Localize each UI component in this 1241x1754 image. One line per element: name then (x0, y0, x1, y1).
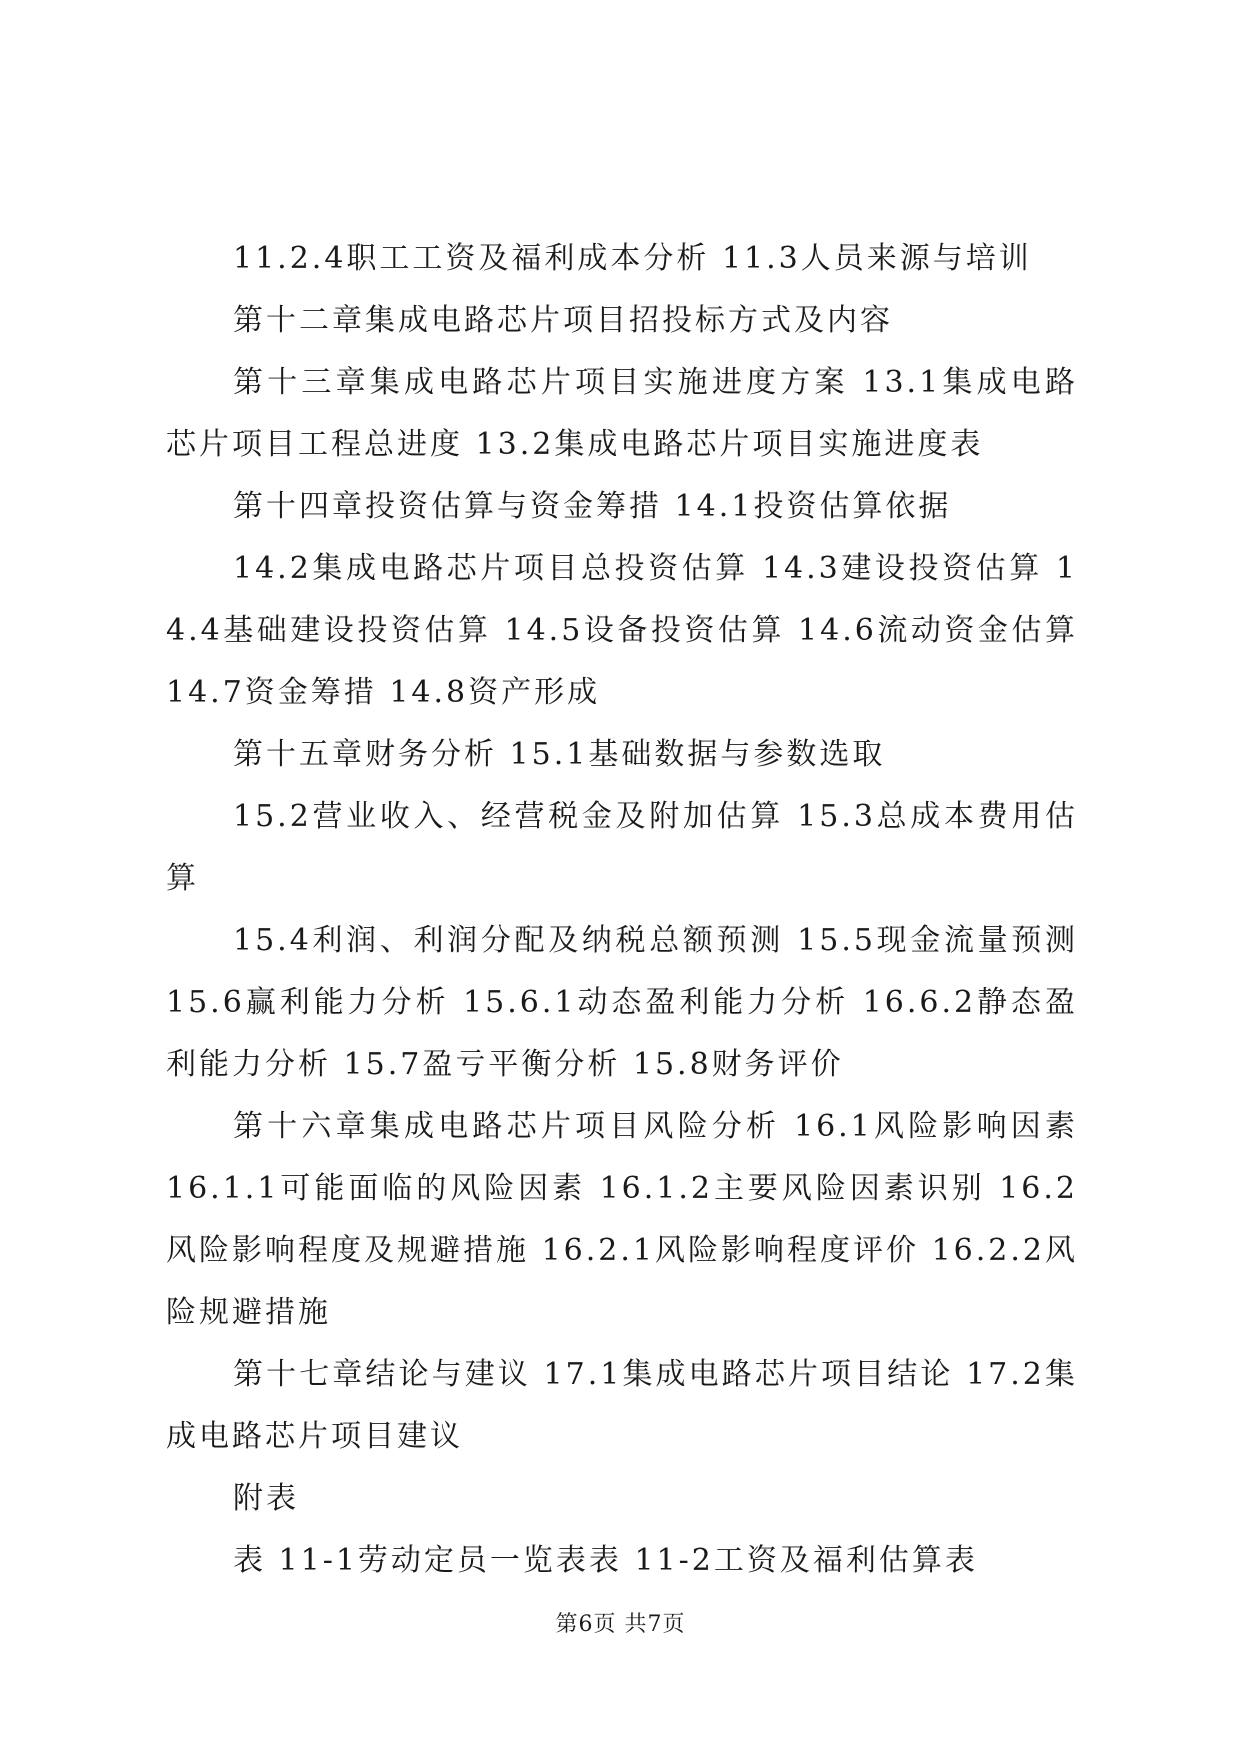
paragraph-revenue-estimates: 15.2营业收入、经营税金及附加估算 15.3总成本费用估算 (166, 799, 1078, 896)
paragraph-profit-analysis: 15.4利润、利润分配及纳税总额预测 15.5现金流量预测 15.6赢利能力分析 15.6.1动态盈利能力分析 16.6.2静态盈利能力分析 15.7盈亏平衡分析 15.8财务评价 (166, 923, 1078, 1082)
paragraph-investment-estimates: 14.2集成电路芯片项目总投资估算 14.3建设投资估算 14.4基础建设投资估算 14.5设备投资估算 14.6流动资金估算 14.7资金筹措 14.8资产形成 (166, 551, 1078, 710)
paragraph-chapter-12: 第十二章集成电路芯片项目招投标方式及内容 (233, 303, 893, 338)
paragraph-chapter-17: 第十七章结论与建议 17.1集成电路芯片项目结论 17.2集成电路芯片项目建议 (166, 1357, 1078, 1454)
paragraph-chapter-13: 第十三章集成电路芯片项目实施进度方案 13.1集成电路芯片项目工程总进度 13.2集成电路芯片项目实施进度表 (166, 365, 1078, 462)
paragraph-chapter-16: 第十六章集成电路芯片项目风险分析 16.1风险影响因素 16.1.1可能面临的风险因素 16.1.2主要风险因素识别 16.2风险影响程度及规避措施 16.2.1风险影响程度评价 16.2.2风险规避措施 (166, 1109, 1078, 1330)
paragraph-appendix-heading: 附表 (233, 1481, 299, 1516)
paragraph-chapter-15: 第十五章财务分析 15.1基础数据与参数选取 (233, 737, 886, 772)
page-footer: 第6页 共7页 (555, 1612, 686, 1637)
paragraph-chapter-14: 第十四章投资估算与资金筹措 14.1投资估算依据 (233, 489, 952, 524)
paragraph-staff-wages: 11.2.4职工工资及福利成本分析 11.3人员来源与培训 (233, 241, 1032, 276)
paragraph-appendix-tables: 表 11-1劳动定员一览表表 11-2工资及福利估算表 (233, 1543, 978, 1578)
document-body (166, 228, 1078, 1592)
